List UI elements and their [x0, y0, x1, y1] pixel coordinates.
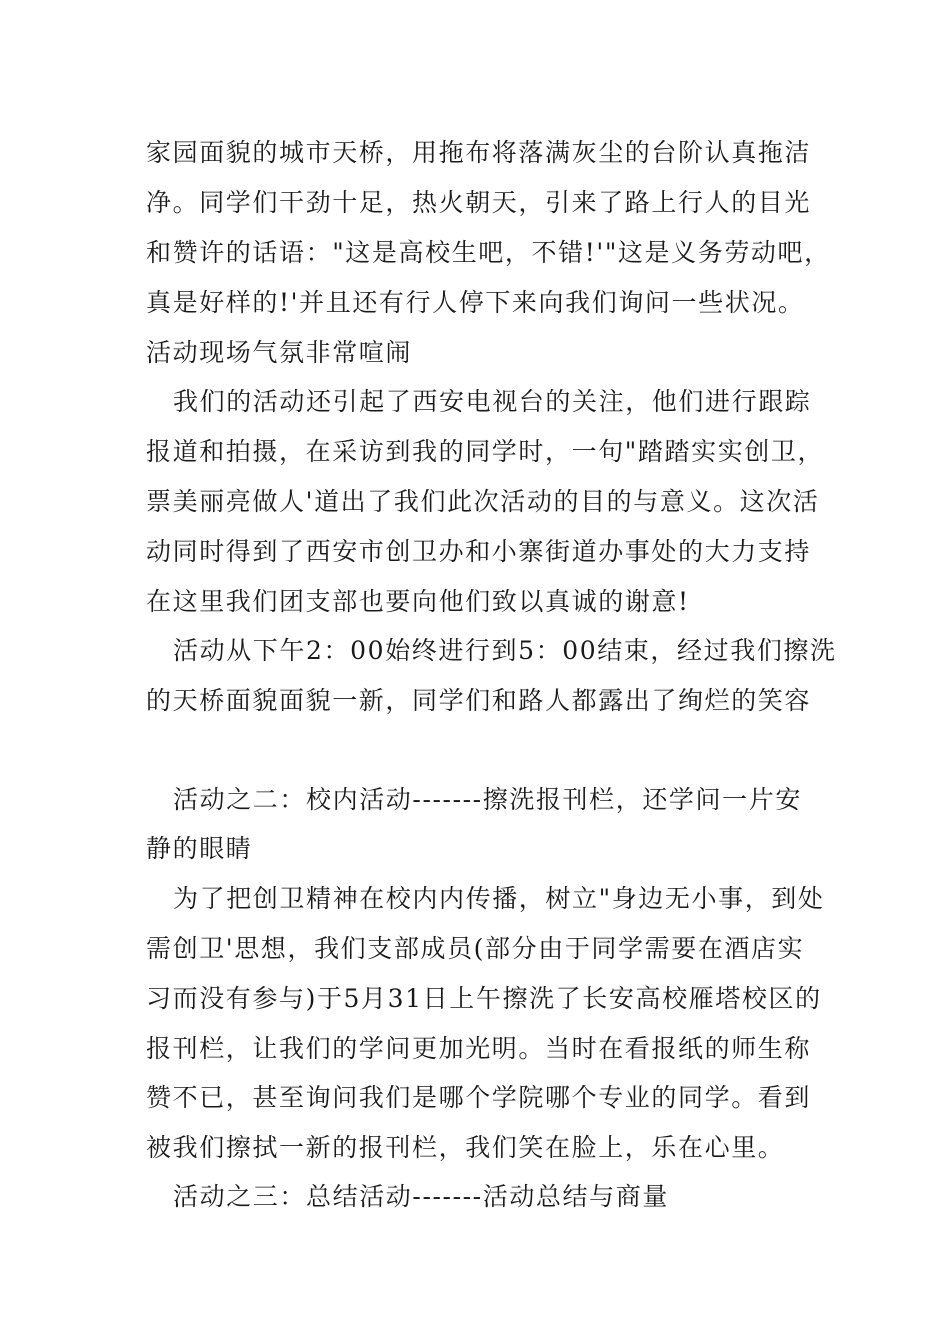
paragraph-1-line-5: 活动现场气氛非常喧闹	[146, 338, 413, 367]
paragraph-1-line-3: 和赞许的话语："这是高校生吧，不错!'"这是义务劳动吧，	[146, 238, 831, 267]
paragraph-2-line-4: 动同时得到了西安市创卫办和小寨街道办事处的大力支持	[146, 537, 812, 566]
paragraph-1-line-2: 净。同学们干劲十足，热火朝天，引来了路上行人的目光	[146, 188, 812, 217]
paragraph-1-line-1: 家园面貌的城市天桥，用拖布将落满灰尘的台阶认真拖洁	[146, 138, 812, 167]
paragraph-1-line-4: 真是好样的!'并且还有行人停下来向我们询问一些状况。	[146, 288, 805, 317]
paragraph-2-line-5: 在这里我们团支部也要向他们致以真诚的谢意!	[146, 587, 690, 616]
paragraph-4-line-1: 为了把创卫精神在校内内传播，树立"身边无小事，到处	[173, 884, 825, 913]
activity-2-heading-line-2: 静的眼睛	[146, 834, 253, 863]
paragraph-4-line-6: 被我们擦拭一新的报刊栏，我们笑在脸上，乐在心里。	[146, 1133, 785, 1162]
activity-2-heading-line-1: 活动之二：校内活动-------擦洗报刊栏，还学问一片安	[173, 785, 802, 814]
paragraph-3-line-2: 的天桥面貌面貌一新，同学们和路人都露出了绚烂的笑容	[146, 686, 812, 715]
paragraph-3-line-1: 活动从下午2：00始终进行到5：00结束，经过我们擦洗	[173, 636, 837, 665]
paragraph-4-line-3: 习而没有参与)于5月31日上午擦洗了长安高校雁塔校区的	[146, 984, 822, 1013]
activity-3-heading: 活动之三：总结活动-------活动总结与商量	[173, 1182, 669, 1211]
paragraph-2-line-1: 我们的活动还引起了西安电视台的关注，他们进行跟踪	[173, 387, 812, 416]
paragraph-4-line-2: 需创卫'思想，我们支部成员(部分由于同学需要在酒店实	[146, 934, 805, 963]
paragraph-2-line-2: 报道和拍摄，在采访到我的同学时，一句"踏踏实实创卫，	[146, 437, 825, 466]
paragraph-4-line-5: 赞不已，甚至询问我们是哪个学院哪个专业的同学。看到	[146, 1083, 812, 1112]
paragraph-2-line-3: 票美丽亮做人'道出了我们此次活动的目的与意义。这次活	[146, 487, 820, 516]
paragraph-4-line-4: 报刊栏，让我们的学问更加光明。当时在看报纸的师生称	[146, 1034, 812, 1063]
